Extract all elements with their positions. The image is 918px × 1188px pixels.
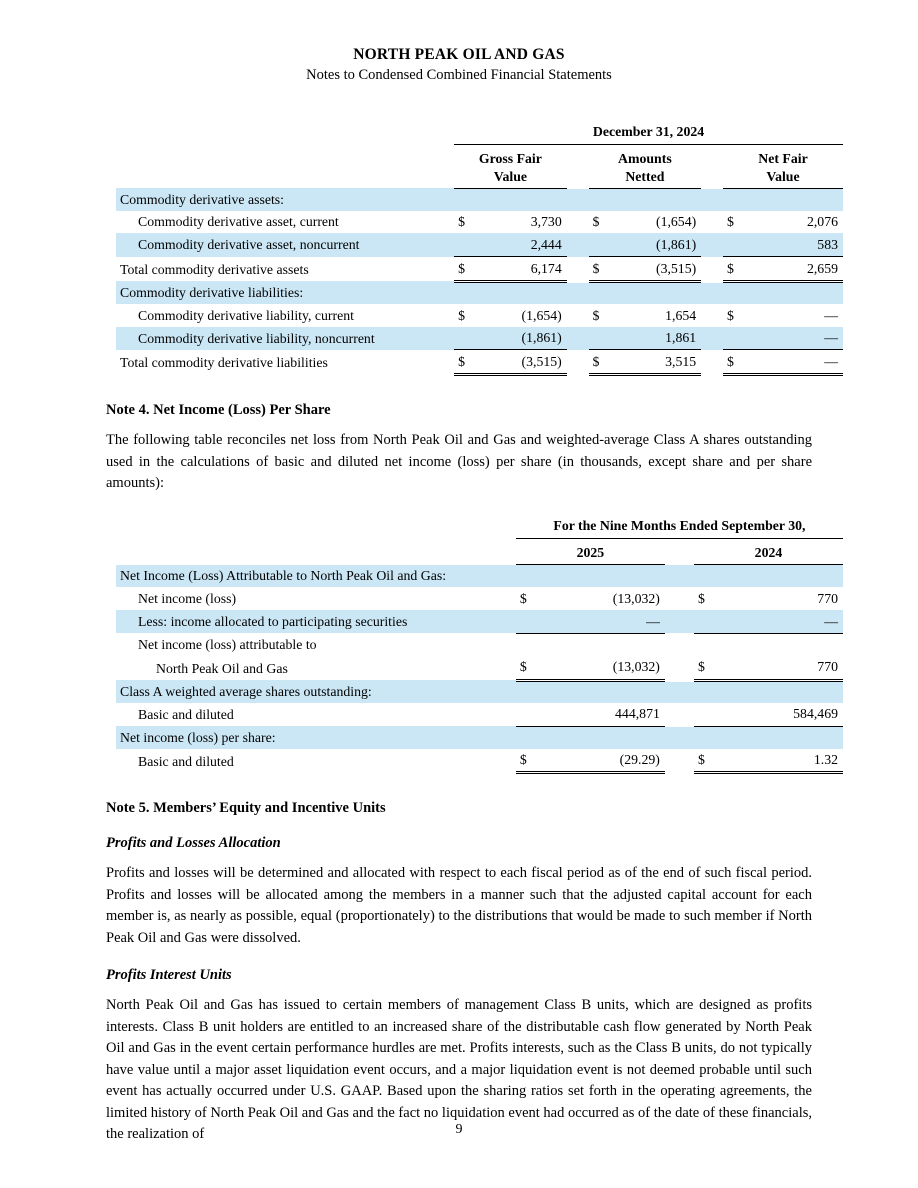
currency-symbol: $ [519, 590, 527, 606]
currency-symbol [694, 703, 719, 726]
table-row [116, 257, 843, 282]
table-row [116, 749, 843, 773]
profits-losses-allocation-subheading: Profits and Losses Allocation [106, 835, 281, 852]
currency-symbol [589, 327, 618, 350]
table-row [116, 281, 843, 304]
column-header: Gross Fair Value [454, 144, 567, 188]
currency-symbol: $ [458, 214, 465, 230]
row-label: Basic and diluted [138, 706, 234, 722]
currency-symbol: $ [723, 257, 752, 282]
row-label: Total commodity derivative liabilities [120, 355, 328, 371]
currency-symbol [589, 233, 618, 256]
row-label: Net Income (Loss) Attributable to North Peak Oil and Gas: [116, 565, 516, 588]
cell-value: 2,444 [483, 233, 567, 256]
table-row [116, 587, 843, 610]
cell-value: — [541, 610, 665, 633]
column-header: 2025 [516, 539, 665, 565]
row-label: Class A weighted average shares outstanding: [116, 680, 516, 703]
table-row [116, 233, 843, 256]
currency-symbol [723, 233, 752, 256]
table-row [116, 726, 843, 749]
cell-value: — [719, 610, 843, 633]
page-number: 9 [455, 1122, 463, 1137]
row-label: Commodity derivative liabilities: [116, 281, 454, 304]
row-label: Net income (loss) attributable to [138, 636, 317, 652]
cell-value: 770 [817, 590, 838, 606]
currency-symbol [454, 327, 483, 350]
currency-symbol [694, 610, 719, 633]
currency-symbol: $ [723, 350, 752, 375]
document-title: NORTH PEAK OIL AND GAS [353, 46, 565, 63]
profits-interest-units-subheading: Profits Interest Units [106, 967, 232, 984]
profits-losses-allocation-paragraph: Profits and losses will be determined and allocated with respect to each fiscal period as of the end of such fiscal period. Profits and losses will be allocated among the members in a manner such that the adjusted capital account for each member is, as nearly as possible, equal (proportionately) to the distributions that would be made to such member if North Peak Oil and Gas were dissolved. [106, 865, 812, 946]
cell-value: 3,730 [530, 214, 562, 230]
commodity-derivatives-table [116, 120, 843, 376]
note5-heading: Note 5. Members’ Equity and Incentive Units [106, 800, 386, 817]
row-label: Commodity derivative assets: [116, 188, 454, 211]
currency-symbol: $ [592, 214, 600, 230]
row-label: Basic and diluted [138, 753, 234, 769]
table-row [116, 327, 843, 350]
document-header [106, 46, 812, 84]
eps-table [116, 515, 843, 775]
document-subtitle: Notes to Condensed Combined Financial Statements [306, 67, 612, 83]
cell-value: 1.32 [719, 749, 843, 773]
cell-value: 1,654 [665, 307, 697, 323]
cell-value: — [824, 307, 838, 323]
currency-symbol [723, 327, 752, 350]
currency-symbol: $ [694, 656, 719, 680]
period-row [116, 120, 843, 144]
currency-symbol [454, 233, 483, 256]
cell-value: (13,032) [541, 656, 665, 680]
period-row [116, 515, 843, 539]
currency-symbol: $ [454, 257, 483, 282]
table-row [116, 633, 843, 656]
row-label: Commodity derivative asset, noncurrent [116, 233, 454, 256]
currency-symbol: $ [694, 749, 719, 773]
column-header-row [116, 144, 843, 188]
row-label: Commodity derivative liability, noncurrent [116, 327, 454, 350]
currency-symbol: $ [592, 307, 600, 323]
cell-value: — [752, 327, 843, 350]
row-label: Net income (loss) [138, 590, 237, 606]
table-row [116, 565, 843, 588]
cell-value: — [752, 350, 843, 375]
table-row [116, 350, 843, 375]
currency-symbol: $ [516, 656, 541, 680]
currency-symbol: $ [727, 214, 734, 230]
cell-value: 6,174 [483, 257, 567, 282]
column-header: Amounts Netted [589, 144, 702, 188]
table-row [116, 304, 843, 327]
table-row [116, 703, 843, 726]
row-label: Commodity derivative liability, current [138, 307, 354, 323]
column-header-row [116, 539, 843, 565]
column-header: Net Fair Value [723, 144, 843, 188]
note4-heading: Note 4. Net Income (Loss) Per Share [106, 402, 331, 419]
cell-value: (3,515) [483, 350, 567, 375]
cell-value: (29.29) [541, 749, 665, 773]
row-label: Less: income allocated to participating securities [116, 610, 516, 633]
currency-symbol: $ [589, 257, 618, 282]
cell-value: 2,659 [752, 257, 843, 282]
currency-symbol: $ [458, 307, 465, 323]
row-label: Net income (loss) per share: [116, 726, 516, 749]
row-label: North Peak Oil and Gas [156, 660, 288, 676]
period-label: December 31, 2024 [454, 120, 843, 144]
cell-value: 1,861 [618, 327, 702, 350]
profits-interest-units-paragraph: North Peak Oil and Gas has issued to certain members of management Class B units, which are designed as profits interests. Class B unit holders are entitled to an increased share of the distributable cash flow generated by North Peak Oil and Gas in the event certain performance hurdles are met. Profits interests, such as the Class B units, do not typically have value until a major asset liquidation event occurs, and a major liquidation event is not deemed probable until such event has actually occurred under U.S. GAAP. Based upon the sharing ratios set forth in the operating agreements, the limited history of North Peak Oil and Gas and the fact no liquidation event had occurred as of the date of these financials, the realization of [106, 997, 812, 1143]
currency-symbol: $ [516, 749, 541, 773]
cell-value: (1,654) [521, 307, 562, 323]
table-row [116, 656, 843, 680]
cell-value: (13,032) [612, 590, 660, 606]
period-label: For the Nine Months Ended September 30, [516, 515, 843, 539]
table-row [116, 610, 843, 633]
row-label: Commodity derivative asset, current [138, 214, 339, 230]
cell-value: (3,515) [618, 257, 702, 282]
currency-symbol [516, 703, 541, 726]
cell-value: 583 [752, 233, 843, 256]
currency-symbol: $ [589, 350, 618, 375]
cell-value: 584,469 [719, 703, 843, 726]
note4-intro-paragraph: The following table reconciles net loss from North Peak Oil and Gas and weighted-average Class A shares outstanding used in the calculations of basic and diluted net income (loss) per share (in thousands, except share and per share amounts): [106, 432, 812, 492]
cell-value: (1,861) [618, 233, 702, 256]
cell-value: 3,515 [618, 350, 702, 375]
currency-symbol: $ [454, 350, 483, 375]
table-row [116, 680, 843, 703]
currency-symbol: $ [697, 590, 705, 606]
cell-value: (1,654) [655, 214, 697, 230]
row-label: Total commodity derivative assets [120, 262, 309, 278]
cell-value: 444,871 [541, 703, 665, 726]
cell-value: (1,861) [483, 327, 567, 350]
table-row [116, 211, 843, 234]
cell-value: 770 [719, 656, 843, 680]
cell-value: 2,076 [806, 214, 838, 230]
currency-symbol: $ [727, 307, 734, 323]
currency-symbol [516, 610, 541, 633]
table-row [116, 188, 843, 211]
column-header: 2024 [694, 539, 843, 565]
